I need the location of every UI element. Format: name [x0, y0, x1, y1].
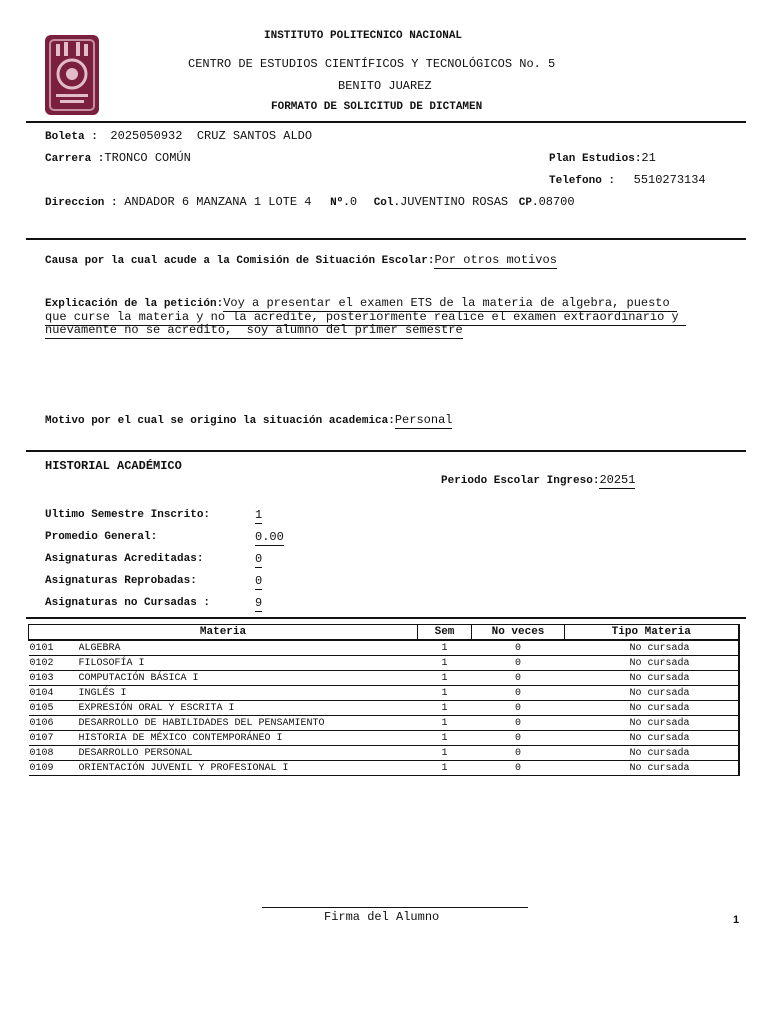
telefono-row [549, 173, 706, 187]
direccion-label: Direccion : [45, 197, 118, 209]
table-row [29, 701, 739, 716]
ipn-logo [44, 34, 100, 116]
subject-times: 0 [472, 716, 565, 731]
signature-line [262, 907, 528, 908]
subject-code: 0101 [29, 640, 79, 656]
subject-type: No cursada [565, 656, 739, 671]
subject-name: INGLÉS I [79, 686, 418, 701]
form-title: FORMATO DE SOLICITUD DE DICTAMEN [271, 101, 483, 113]
motive-row [45, 413, 452, 427]
institution-title: INSTITUTO POLITECNICO NACIONAL [264, 30, 463, 42]
subject-code: 0104 [29, 686, 79, 701]
carrera-row [45, 151, 191, 165]
subject-semester: 1 [418, 746, 472, 761]
subject-name: DESARROLLO DE HABILIDADES DEL PENSAMIENTO [79, 716, 418, 731]
failed-value: 0 [255, 574, 263, 588]
colonia-label: Col. [373, 197, 401, 209]
plan-row [549, 151, 656, 165]
center-name: BENITO JUAREZ [338, 79, 432, 93]
period-row [441, 473, 635, 487]
col-header-materia: Materia [29, 625, 418, 641]
divider [26, 238, 746, 240]
table-header-row [29, 625, 739, 641]
subject-code: 0109 [29, 761, 79, 776]
col-header-no-veces: No veces [472, 625, 565, 641]
subject-type: No cursada [565, 746, 739, 761]
explanation-text-2: que curse la materia y no la acredite, posteriormente realice el examen extraordinario y [45, 310, 686, 324]
subject-name: EXPRESIÓN ORAL Y ESCRITA I [79, 701, 418, 716]
subject-code: 0105 [29, 701, 79, 716]
not-taken-label: Asignaturas no Cursadas : [45, 597, 211, 609]
telefono-label: Telefono : [549, 175, 616, 187]
table-row [29, 656, 739, 671]
subject-semester: 1 [418, 716, 472, 731]
boleta-row [45, 129, 312, 143]
subjects-table [28, 624, 740, 776]
last-semester-label: Ultimo Semestre Inscrito: [45, 509, 211, 521]
subject-times: 0 [472, 701, 565, 716]
subject-name: ALGEBRA [79, 640, 418, 656]
subject-name: FILOSOFÍA I [79, 656, 418, 671]
subject-name: HISTORIA DE MÉXICO CONTEMPORÁNEO I [79, 731, 418, 746]
plan-label: Plan Estudios: [549, 153, 642, 165]
numero-value: 0 [349, 195, 358, 209]
carrera-label: Carrera : [45, 153, 105, 165]
center-title: CENTRO DE ESTUDIOS CIENTÍFICOS Y TECNOLÓGICOS No. 5 [188, 57, 556, 71]
subject-semester: 1 [418, 640, 472, 656]
explanation-text-1: Voy a presentar el examen ETS de la materia de algebra, puesto [223, 296, 677, 310]
accredited-value: 0 [255, 552, 263, 566]
subject-semester: 1 [418, 731, 472, 746]
col-header-sem: Sem [418, 625, 472, 641]
period-label: Periodo Escolar Ingreso: [441, 475, 600, 487]
subject-type: No cursada [565, 640, 739, 656]
subject-name: DESARROLLO PERSONAL [79, 746, 418, 761]
boleta-value: 2025050932 CRUZ SANTOS ALDO [110, 129, 313, 143]
table-row [29, 716, 739, 731]
signature-label: Firma del Alumno [324, 910, 440, 924]
subject-times: 0 [472, 731, 565, 746]
motive-label: Motivo por el cual se origino la situación academica: [45, 415, 395, 427]
subject-name: ORIENTACIÓN JUVENIL Y PROFESIONAL I [79, 761, 418, 776]
cp-label: CP. [518, 197, 539, 209]
explanation-line-1 [45, 296, 677, 310]
subject-semester: 1 [418, 701, 472, 716]
subject-semester: 1 [418, 656, 472, 671]
divider [26, 450, 746, 452]
subject-times: 0 [472, 656, 565, 671]
explanation-line-3 [45, 323, 463, 337]
direccion-value: ANDADOR 6 MANZANA 1 LOTE 4 [124, 195, 312, 209]
average-value: 0.00 [255, 530, 284, 544]
subject-times: 0 [472, 686, 565, 701]
cp-value: 08700 [538, 195, 575, 209]
period-value: 20251 [599, 473, 636, 487]
divider [26, 121, 746, 123]
subject-times: 0 [472, 746, 565, 761]
carrera-value: TRONCO COMÚN [104, 151, 191, 165]
explanation-line-2 [45, 310, 686, 324]
subject-times: 0 [472, 671, 565, 686]
direccion-row [45, 195, 575, 209]
telefono-value: 5510273134 [633, 173, 706, 187]
subject-type: No cursada [565, 761, 739, 776]
table-row [29, 761, 739, 776]
subject-code: 0108 [29, 746, 79, 761]
table-row [29, 686, 739, 701]
explanation-text-3: nuevamente no se acredito, soy alumno del primer semestre [45, 323, 463, 337]
table-row [29, 746, 739, 761]
subject-code: 0106 [29, 716, 79, 731]
cause-value: Por otros motivos [434, 253, 557, 267]
numero-label: Nº. [330, 197, 350, 209]
col-header-tipo-materia: Tipo Materia [565, 625, 739, 641]
subject-code: 0103 [29, 671, 79, 686]
history-title: HISTORIAL ACADÉMICO [45, 459, 182, 473]
subject-times: 0 [472, 640, 565, 656]
subject-times: 0 [472, 761, 565, 776]
not-taken-value: 9 [255, 596, 263, 610]
table-row [29, 671, 739, 686]
page-number: 1 [733, 914, 740, 926]
subject-type: No cursada [565, 671, 739, 686]
subject-semester: 1 [418, 686, 472, 701]
subject-code: 0107 [29, 731, 79, 746]
subject-type: No cursada [565, 701, 739, 716]
colonia-value: JUVENTINO ROSAS [400, 195, 509, 209]
subject-code: 0102 [29, 656, 79, 671]
boleta-label: Boleta : [45, 131, 98, 143]
cause-label: Causa por la cual acude a la Comisión de Situación Escolar: [45, 255, 435, 267]
subject-type: No cursada [565, 716, 739, 731]
motive-value: Personal [394, 413, 453, 427]
subject-type: No cursada [565, 731, 739, 746]
table-row [29, 640, 739, 656]
last-semester-value: 1 [255, 508, 263, 522]
failed-label: Asignaturas Reprobadas: [45, 575, 197, 587]
explanation-label: Explicación de la petición: [45, 298, 224, 310]
divider [26, 617, 746, 619]
plan-value: 21 [641, 151, 656, 165]
subject-semester: 1 [418, 761, 472, 776]
table-row [29, 731, 739, 746]
subject-name: COMPUTACIÓN BÁSICA I [79, 671, 418, 686]
average-label: Promedio General: [45, 531, 158, 543]
accredited-label: Asignaturas Acreditadas: [45, 553, 204, 565]
subject-semester: 1 [418, 671, 472, 686]
cause-row [45, 253, 557, 267]
subject-type: No cursada [565, 686, 739, 701]
